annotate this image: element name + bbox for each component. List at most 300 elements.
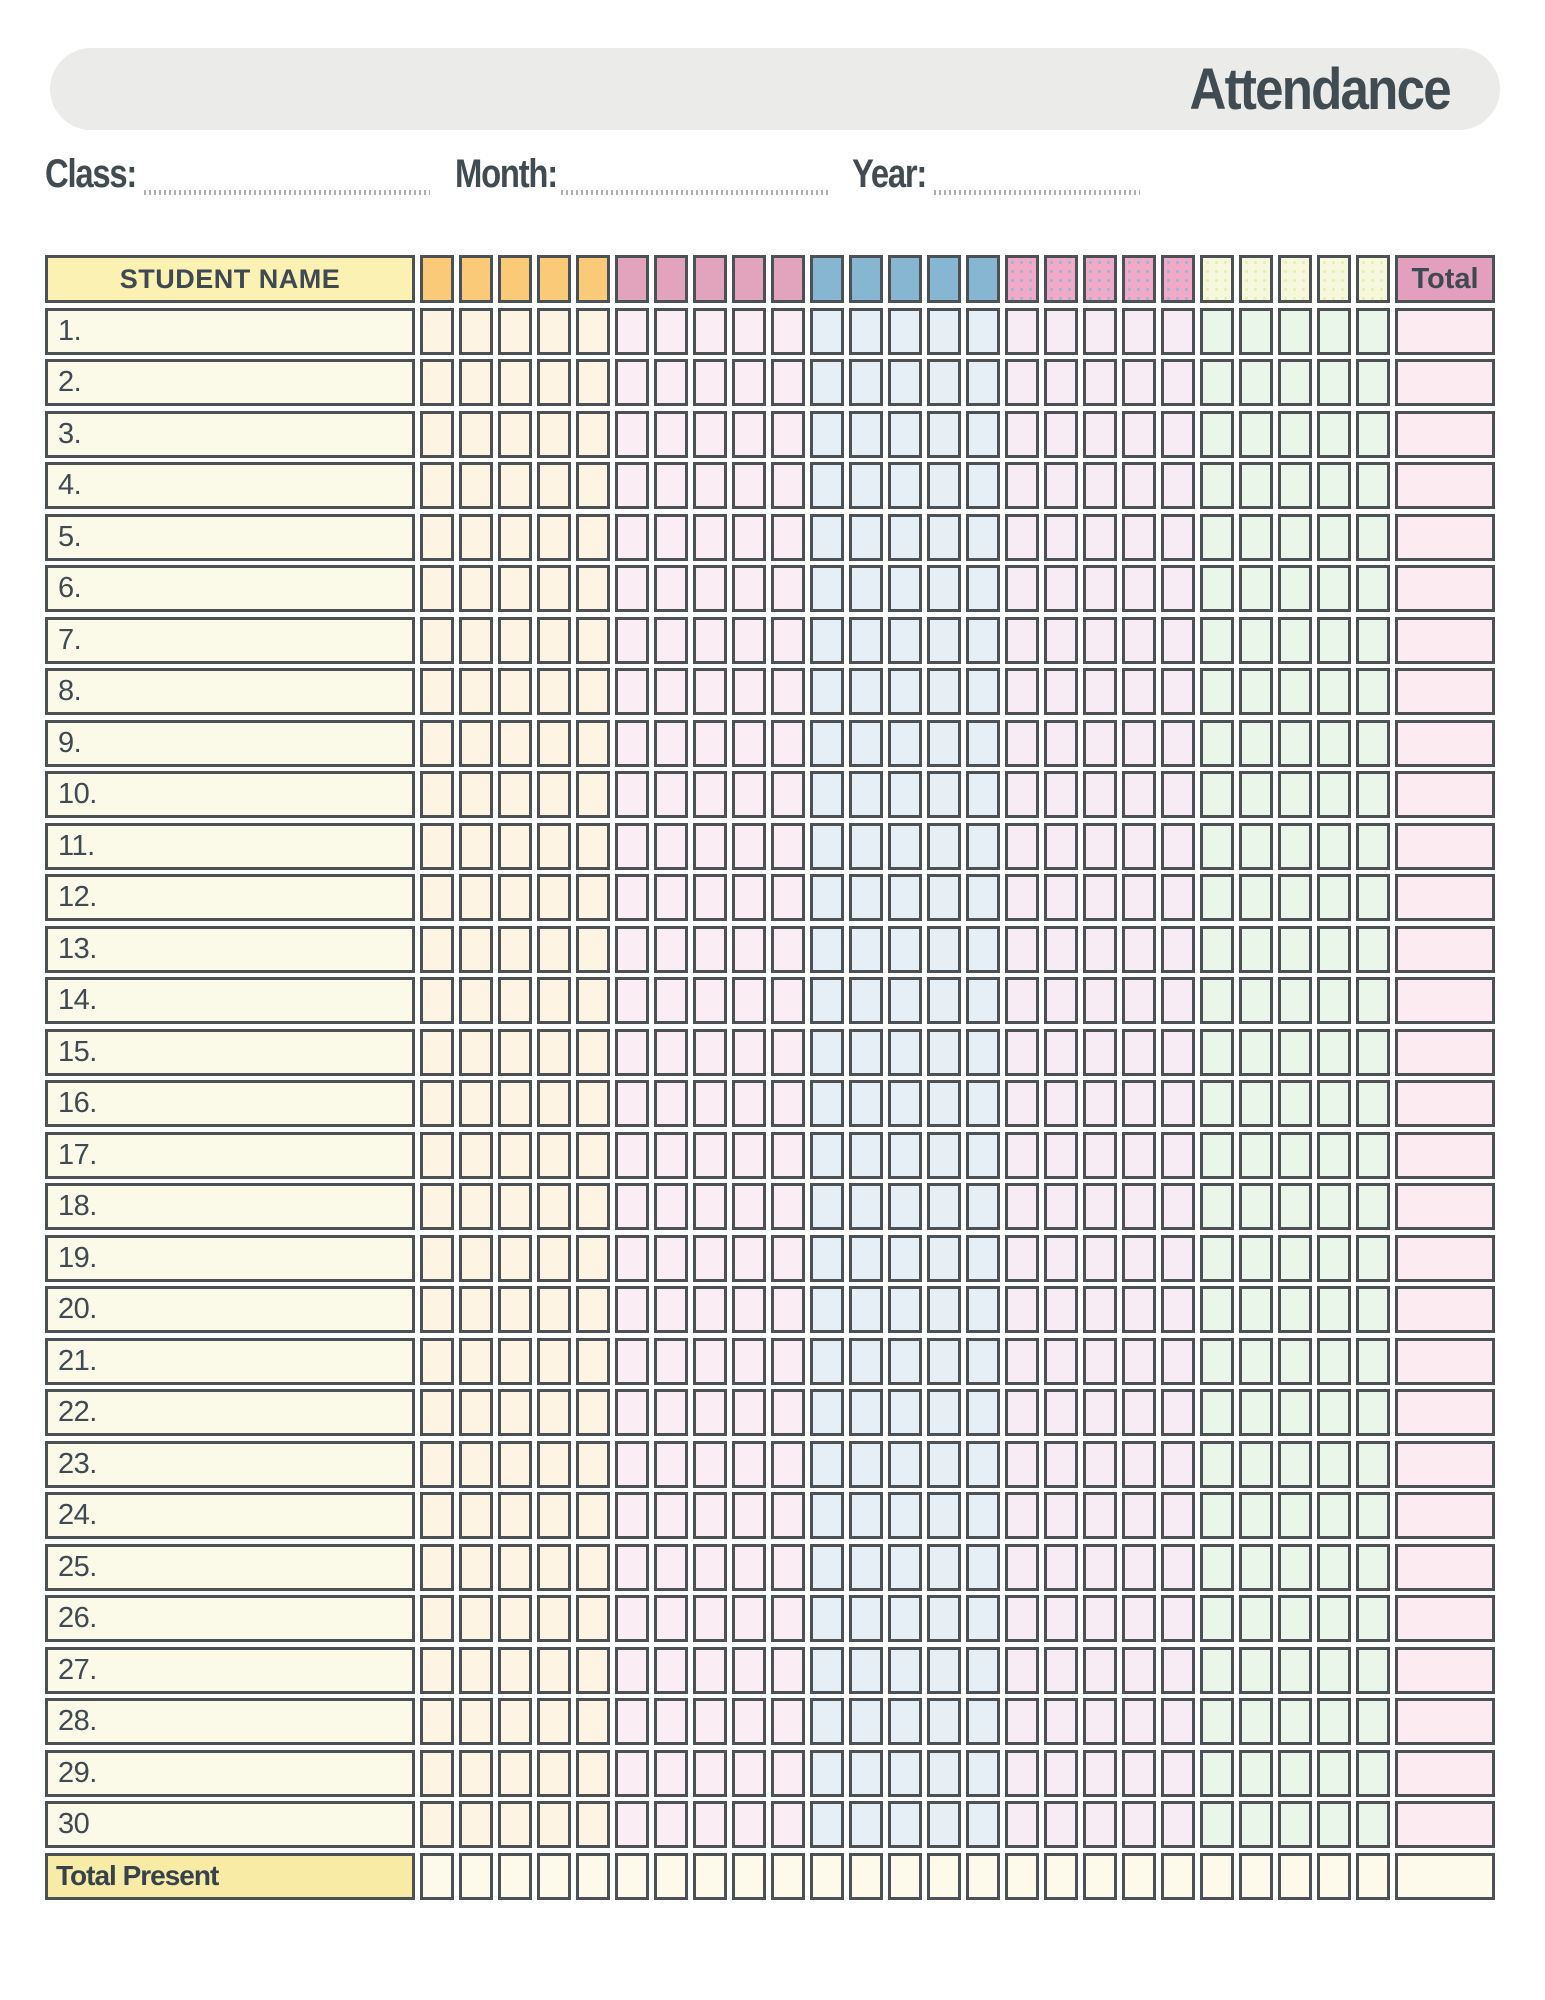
attendance-cell[interactable] bbox=[888, 977, 922, 1024]
attendance-cell[interactable] bbox=[420, 411, 454, 458]
attendance-cell[interactable] bbox=[771, 823, 805, 870]
attendance-cell[interactable] bbox=[693, 1080, 727, 1127]
attendance-cell[interactable] bbox=[576, 308, 610, 355]
total-present-cell[interactable] bbox=[1005, 1853, 1039, 1900]
attendance-cell[interactable] bbox=[1200, 1080, 1234, 1127]
attendance-cell[interactable] bbox=[693, 1750, 727, 1797]
attendance-cell[interactable] bbox=[1083, 720, 1117, 767]
attendance-cell[interactable] bbox=[927, 1338, 961, 1385]
attendance-cell[interactable] bbox=[1083, 1183, 1117, 1230]
attendance-cell[interactable] bbox=[654, 1338, 688, 1385]
student-name-cell[interactable]: 10. bbox=[45, 771, 415, 818]
attendance-cell[interactable] bbox=[771, 1801, 805, 1848]
attendance-cell[interactable] bbox=[888, 1286, 922, 1333]
attendance-cell[interactable] bbox=[1239, 771, 1273, 818]
attendance-cell[interactable] bbox=[1005, 720, 1039, 767]
attendance-cell[interactable] bbox=[420, 1750, 454, 1797]
attendance-cell[interactable] bbox=[771, 308, 805, 355]
attendance-cell[interactable] bbox=[927, 926, 961, 973]
attendance-cell[interactable] bbox=[927, 1441, 961, 1488]
attendance-cell[interactable] bbox=[927, 1235, 961, 1282]
attendance-cell[interactable] bbox=[1044, 514, 1078, 561]
attendance-cell[interactable] bbox=[927, 1389, 961, 1436]
attendance-cell[interactable] bbox=[576, 1029, 610, 1076]
attendance-cell[interactable] bbox=[576, 1492, 610, 1539]
attendance-cell[interactable] bbox=[1356, 1801, 1390, 1848]
attendance-cell[interactable] bbox=[810, 1492, 844, 1539]
attendance-cell[interactable] bbox=[615, 1698, 649, 1745]
attendance-cell[interactable] bbox=[771, 977, 805, 1024]
attendance-cell[interactable] bbox=[1005, 668, 1039, 715]
attendance-cell[interactable] bbox=[1044, 720, 1078, 767]
total-present-cell[interactable] bbox=[1239, 1853, 1273, 1900]
attendance-cell[interactable] bbox=[1083, 514, 1117, 561]
attendance-cell[interactable] bbox=[459, 1698, 493, 1745]
attendance-cell[interactable] bbox=[966, 1183, 1000, 1230]
attendance-cell[interactable] bbox=[498, 720, 532, 767]
attendance-cell[interactable] bbox=[732, 1595, 766, 1642]
attendance-cell[interactable] bbox=[732, 668, 766, 715]
attendance-cell[interactable] bbox=[1278, 874, 1312, 921]
attendance-cell[interactable] bbox=[420, 617, 454, 664]
attendance-cell[interactable] bbox=[1356, 1698, 1390, 1745]
attendance-cell[interactable] bbox=[1083, 1132, 1117, 1179]
attendance-cell[interactable] bbox=[771, 1235, 805, 1282]
attendance-cell[interactable] bbox=[498, 308, 532, 355]
attendance-cell[interactable] bbox=[1239, 565, 1273, 612]
attendance-cell[interactable] bbox=[732, 1338, 766, 1385]
attendance-cell[interactable] bbox=[615, 514, 649, 561]
attendance-cell[interactable] bbox=[1200, 308, 1234, 355]
attendance-cell[interactable] bbox=[1161, 1801, 1195, 1848]
attendance-cell[interactable] bbox=[1278, 1029, 1312, 1076]
attendance-cell[interactable] bbox=[1356, 1080, 1390, 1127]
attendance-cell[interactable] bbox=[1083, 1544, 1117, 1591]
attendance-cell[interactable] bbox=[537, 1286, 571, 1333]
attendance-cell[interactable] bbox=[927, 823, 961, 870]
attendance-cell[interactable] bbox=[1044, 977, 1078, 1024]
attendance-cell[interactable] bbox=[1278, 1235, 1312, 1282]
attendance-cell[interactable] bbox=[615, 1183, 649, 1230]
attendance-cell[interactable] bbox=[537, 617, 571, 664]
attendance-cell[interactable] bbox=[1200, 1647, 1234, 1694]
attendance-cell[interactable] bbox=[420, 1647, 454, 1694]
attendance-cell[interactable] bbox=[1161, 1235, 1195, 1282]
attendance-cell[interactable] bbox=[966, 1698, 1000, 1745]
attendance-cell[interactable] bbox=[771, 617, 805, 664]
attendance-cell[interactable] bbox=[1083, 1595, 1117, 1642]
attendance-cell[interactable] bbox=[537, 1595, 571, 1642]
attendance-cell[interactable] bbox=[849, 823, 883, 870]
attendance-cell[interactable] bbox=[498, 617, 532, 664]
attendance-cell[interactable] bbox=[888, 1647, 922, 1694]
attendance-cell[interactable] bbox=[1122, 411, 1156, 458]
attendance-cell[interactable] bbox=[810, 874, 844, 921]
attendance-cell[interactable] bbox=[810, 514, 844, 561]
attendance-cell[interactable] bbox=[459, 977, 493, 1024]
attendance-cell[interactable] bbox=[1161, 720, 1195, 767]
attendance-cell[interactable] bbox=[849, 1492, 883, 1539]
attendance-cell[interactable] bbox=[1122, 874, 1156, 921]
attendance-cell[interactable] bbox=[1122, 926, 1156, 973]
attendance-cell[interactable] bbox=[1200, 1286, 1234, 1333]
attendance-cell[interactable] bbox=[1083, 1235, 1117, 1282]
attendance-cell[interactable] bbox=[1044, 565, 1078, 612]
attendance-cell[interactable] bbox=[1044, 1235, 1078, 1282]
attendance-cell[interactable] bbox=[693, 1029, 727, 1076]
attendance-cell[interactable] bbox=[693, 1595, 727, 1642]
attendance-cell[interactable] bbox=[1122, 359, 1156, 406]
attendance-cell[interactable] bbox=[1239, 668, 1273, 715]
attendance-cell[interactable] bbox=[1278, 1441, 1312, 1488]
attendance-cell[interactable] bbox=[537, 565, 571, 612]
attendance-cell[interactable] bbox=[498, 1544, 532, 1591]
attendance-cell[interactable] bbox=[420, 874, 454, 921]
attendance-cell[interactable] bbox=[849, 874, 883, 921]
attendance-cell[interactable] bbox=[459, 359, 493, 406]
attendance-cell[interactable] bbox=[927, 411, 961, 458]
attendance-cell[interactable] bbox=[732, 977, 766, 1024]
attendance-cell[interactable] bbox=[810, 565, 844, 612]
attendance-cell[interactable] bbox=[888, 1801, 922, 1848]
attendance-cell[interactable] bbox=[1005, 1183, 1039, 1230]
attendance-cell[interactable] bbox=[1278, 565, 1312, 612]
attendance-cell[interactable] bbox=[1356, 874, 1390, 921]
attendance-cell[interactable] bbox=[966, 1338, 1000, 1385]
attendance-cell[interactable] bbox=[576, 1801, 610, 1848]
attendance-cell[interactable] bbox=[1356, 1183, 1390, 1230]
attendance-cell[interactable] bbox=[654, 1029, 688, 1076]
attendance-cell[interactable] bbox=[1356, 977, 1390, 1024]
attendance-cell[interactable] bbox=[1200, 1183, 1234, 1230]
attendance-cell[interactable] bbox=[537, 771, 571, 818]
attendance-cell[interactable] bbox=[1005, 308, 1039, 355]
attendance-cell[interactable] bbox=[810, 1389, 844, 1436]
attendance-cell[interactable] bbox=[1278, 411, 1312, 458]
attendance-cell[interactable] bbox=[771, 1544, 805, 1591]
attendance-cell[interactable] bbox=[654, 1492, 688, 1539]
attendance-cell[interactable] bbox=[1122, 1389, 1156, 1436]
attendance-cell[interactable] bbox=[693, 1338, 727, 1385]
attendance-cell[interactable] bbox=[1044, 1801, 1078, 1848]
attendance-cell[interactable] bbox=[498, 462, 532, 509]
attendance-cell[interactable] bbox=[498, 1286, 532, 1333]
student-name-cell[interactable]: 29. bbox=[45, 1750, 415, 1797]
attendance-cell[interactable] bbox=[615, 308, 649, 355]
attendance-cell[interactable] bbox=[615, 771, 649, 818]
attendance-cell[interactable] bbox=[1083, 1647, 1117, 1694]
attendance-cell[interactable] bbox=[1317, 1492, 1351, 1539]
attendance-cell[interactable] bbox=[654, 1080, 688, 1127]
attendance-cell[interactable] bbox=[537, 1698, 571, 1745]
attendance-cell[interactable] bbox=[849, 1647, 883, 1694]
attendance-cell[interactable] bbox=[1356, 926, 1390, 973]
attendance-cell[interactable] bbox=[927, 308, 961, 355]
attendance-cell[interactable] bbox=[420, 1029, 454, 1076]
attendance-cell[interactable] bbox=[615, 926, 649, 973]
attendance-cell[interactable] bbox=[537, 874, 571, 921]
attendance-cell[interactable] bbox=[927, 1544, 961, 1591]
attendance-cell[interactable] bbox=[810, 1750, 844, 1797]
student-name-cell[interactable]: 3. bbox=[45, 411, 415, 458]
attendance-cell[interactable] bbox=[693, 1801, 727, 1848]
attendance-cell[interactable] bbox=[1317, 1750, 1351, 1797]
attendance-cell[interactable] bbox=[537, 359, 571, 406]
attendance-cell[interactable] bbox=[1356, 1647, 1390, 1694]
attendance-cell[interactable] bbox=[1200, 771, 1234, 818]
attendance-cell[interactable] bbox=[1200, 823, 1234, 870]
attendance-cell[interactable] bbox=[654, 874, 688, 921]
attendance-cell[interactable] bbox=[1239, 411, 1273, 458]
attendance-cell[interactable] bbox=[1044, 1183, 1078, 1230]
attendance-cell[interactable] bbox=[654, 565, 688, 612]
attendance-cell[interactable] bbox=[1044, 308, 1078, 355]
attendance-cell[interactable] bbox=[693, 1492, 727, 1539]
attendance-cell[interactable] bbox=[537, 1389, 571, 1436]
student-name-cell[interactable]: 12. bbox=[45, 874, 415, 921]
attendance-cell[interactable] bbox=[1044, 668, 1078, 715]
attendance-cell[interactable] bbox=[420, 565, 454, 612]
row-total-cell[interactable] bbox=[1395, 308, 1495, 355]
total-present-cell[interactable] bbox=[810, 1853, 844, 1900]
attendance-cell[interactable] bbox=[1083, 1801, 1117, 1848]
attendance-cell[interactable] bbox=[1005, 977, 1039, 1024]
attendance-cell[interactable] bbox=[1200, 1492, 1234, 1539]
attendance-cell[interactable] bbox=[849, 1029, 883, 1076]
attendance-cell[interactable] bbox=[1122, 977, 1156, 1024]
attendance-cell[interactable] bbox=[771, 926, 805, 973]
attendance-cell[interactable] bbox=[420, 1389, 454, 1436]
attendance-cell[interactable] bbox=[1083, 359, 1117, 406]
attendance-cell[interactable] bbox=[459, 1595, 493, 1642]
attendance-cell[interactable] bbox=[537, 1647, 571, 1694]
attendance-cell[interactable] bbox=[966, 462, 1000, 509]
attendance-cell[interactable] bbox=[576, 514, 610, 561]
attendance-cell[interactable] bbox=[810, 1286, 844, 1333]
attendance-cell[interactable] bbox=[615, 1441, 649, 1488]
attendance-cell[interactable] bbox=[966, 1132, 1000, 1179]
attendance-cell[interactable] bbox=[1200, 617, 1234, 664]
attendance-cell[interactable] bbox=[1239, 1492, 1273, 1539]
attendance-cell[interactable] bbox=[1005, 411, 1039, 458]
attendance-cell[interactable] bbox=[1317, 1080, 1351, 1127]
attendance-cell[interactable] bbox=[1278, 359, 1312, 406]
attendance-cell[interactable] bbox=[1317, 514, 1351, 561]
attendance-cell[interactable] bbox=[459, 1132, 493, 1179]
total-present-cell[interactable] bbox=[966, 1853, 1000, 1900]
attendance-cell[interactable] bbox=[654, 1183, 688, 1230]
attendance-cell[interactable] bbox=[615, 1750, 649, 1797]
attendance-cell[interactable] bbox=[654, 1441, 688, 1488]
attendance-cell[interactable] bbox=[537, 720, 571, 767]
row-total-cell[interactable] bbox=[1395, 462, 1495, 509]
attendance-cell[interactable] bbox=[498, 514, 532, 561]
attendance-cell[interactable] bbox=[1122, 1286, 1156, 1333]
attendance-cell[interactable] bbox=[1122, 720, 1156, 767]
attendance-cell[interactable] bbox=[498, 1441, 532, 1488]
attendance-cell[interactable] bbox=[537, 308, 571, 355]
attendance-cell[interactable] bbox=[459, 668, 493, 715]
attendance-cell[interactable] bbox=[654, 359, 688, 406]
attendance-cell[interactable] bbox=[966, 1080, 1000, 1127]
attendance-cell[interactable] bbox=[1044, 1132, 1078, 1179]
attendance-cell[interactable] bbox=[966, 720, 1000, 767]
attendance-cell[interactable] bbox=[1161, 771, 1195, 818]
attendance-cell[interactable] bbox=[576, 823, 610, 870]
attendance-cell[interactable] bbox=[1161, 1183, 1195, 1230]
attendance-cell[interactable] bbox=[693, 1183, 727, 1230]
attendance-cell[interactable] bbox=[1278, 308, 1312, 355]
row-total-cell[interactable] bbox=[1395, 771, 1495, 818]
attendance-cell[interactable] bbox=[1044, 1492, 1078, 1539]
attendance-cell[interactable] bbox=[1239, 1595, 1273, 1642]
attendance-cell[interactable] bbox=[1200, 1544, 1234, 1591]
attendance-cell[interactable] bbox=[732, 1801, 766, 1848]
attendance-cell[interactable] bbox=[576, 1698, 610, 1745]
row-total-cell[interactable] bbox=[1395, 1338, 1495, 1385]
attendance-cell[interactable] bbox=[927, 1029, 961, 1076]
attendance-cell[interactable] bbox=[1317, 1544, 1351, 1591]
attendance-cell[interactable] bbox=[1044, 823, 1078, 870]
attendance-cell[interactable] bbox=[1278, 668, 1312, 715]
attendance-cell[interactable] bbox=[732, 617, 766, 664]
attendance-cell[interactable] bbox=[615, 411, 649, 458]
attendance-cell[interactable] bbox=[1278, 1080, 1312, 1127]
attendance-cell[interactable] bbox=[1161, 462, 1195, 509]
attendance-cell[interactable] bbox=[810, 1183, 844, 1230]
total-present-cell[interactable] bbox=[1044, 1853, 1078, 1900]
attendance-cell[interactable] bbox=[1239, 1750, 1273, 1797]
attendance-cell[interactable] bbox=[1161, 1492, 1195, 1539]
attendance-cell[interactable] bbox=[1005, 1132, 1039, 1179]
attendance-cell[interactable] bbox=[1317, 1441, 1351, 1488]
attendance-cell[interactable] bbox=[420, 771, 454, 818]
attendance-cell[interactable] bbox=[1161, 668, 1195, 715]
attendance-cell[interactable] bbox=[1200, 1750, 1234, 1797]
attendance-cell[interactable] bbox=[1161, 308, 1195, 355]
attendance-cell[interactable] bbox=[693, 1544, 727, 1591]
attendance-cell[interactable] bbox=[849, 926, 883, 973]
attendance-cell[interactable] bbox=[810, 823, 844, 870]
attendance-cell[interactable] bbox=[693, 1698, 727, 1745]
attendance-cell[interactable] bbox=[537, 1029, 571, 1076]
student-name-cell[interactable]: 26. bbox=[45, 1595, 415, 1642]
attendance-cell[interactable] bbox=[849, 1595, 883, 1642]
attendance-cell[interactable] bbox=[693, 565, 727, 612]
total-present-cell[interactable] bbox=[888, 1853, 922, 1900]
attendance-cell[interactable] bbox=[1317, 926, 1351, 973]
row-total-cell[interactable] bbox=[1395, 1183, 1495, 1230]
attendance-cell[interactable] bbox=[459, 1544, 493, 1591]
attendance-cell[interactable] bbox=[732, 1698, 766, 1745]
attendance-cell[interactable] bbox=[1083, 1389, 1117, 1436]
attendance-cell[interactable] bbox=[1161, 1750, 1195, 1797]
attendance-cell[interactable] bbox=[1005, 1286, 1039, 1333]
total-present-cell[interactable] bbox=[1200, 1853, 1234, 1900]
attendance-cell[interactable] bbox=[927, 1698, 961, 1745]
attendance-cell[interactable] bbox=[459, 926, 493, 973]
attendance-cell[interactable] bbox=[810, 1080, 844, 1127]
attendance-cell[interactable] bbox=[1356, 462, 1390, 509]
attendance-cell[interactable] bbox=[1005, 1029, 1039, 1076]
attendance-cell[interactable] bbox=[537, 1080, 571, 1127]
attendance-cell[interactable] bbox=[1083, 1750, 1117, 1797]
attendance-cell[interactable] bbox=[1122, 308, 1156, 355]
attendance-cell[interactable] bbox=[693, 1441, 727, 1488]
attendance-cell[interactable] bbox=[732, 1183, 766, 1230]
attendance-cell[interactable] bbox=[1122, 1132, 1156, 1179]
attendance-cell[interactable] bbox=[1161, 926, 1195, 973]
attendance-cell[interactable] bbox=[1161, 514, 1195, 561]
attendance-cell[interactable] bbox=[498, 668, 532, 715]
attendance-cell[interactable] bbox=[654, 720, 688, 767]
attendance-cell[interactable] bbox=[1122, 1338, 1156, 1385]
attendance-cell[interactable] bbox=[654, 926, 688, 973]
student-name-cell[interactable]: 5. bbox=[45, 514, 415, 561]
attendance-cell[interactable] bbox=[888, 514, 922, 561]
attendance-cell[interactable] bbox=[693, 1286, 727, 1333]
attendance-cell[interactable] bbox=[849, 1544, 883, 1591]
attendance-cell[interactable] bbox=[771, 668, 805, 715]
attendance-cell[interactable] bbox=[1161, 874, 1195, 921]
attendance-cell[interactable] bbox=[1278, 823, 1312, 870]
attendance-cell[interactable] bbox=[1356, 668, 1390, 715]
attendance-cell[interactable] bbox=[927, 874, 961, 921]
attendance-cell[interactable] bbox=[1317, 720, 1351, 767]
attendance-cell[interactable] bbox=[615, 617, 649, 664]
attendance-cell[interactable] bbox=[810, 1132, 844, 1179]
attendance-cell[interactable] bbox=[888, 926, 922, 973]
attendance-cell[interactable] bbox=[498, 359, 532, 406]
attendance-cell[interactable] bbox=[654, 823, 688, 870]
attendance-cell[interactable] bbox=[1044, 1750, 1078, 1797]
attendance-cell[interactable] bbox=[576, 668, 610, 715]
attendance-cell[interactable] bbox=[1317, 462, 1351, 509]
attendance-cell[interactable] bbox=[498, 1080, 532, 1127]
attendance-cell[interactable] bbox=[771, 1029, 805, 1076]
attendance-cell[interactable] bbox=[849, 1698, 883, 1745]
attendance-cell[interactable] bbox=[1122, 1080, 1156, 1127]
attendance-cell[interactable] bbox=[1317, 1183, 1351, 1230]
attendance-cell[interactable] bbox=[1278, 1132, 1312, 1179]
student-name-cell[interactable]: 22. bbox=[45, 1389, 415, 1436]
attendance-cell[interactable] bbox=[732, 823, 766, 870]
attendance-cell[interactable] bbox=[1083, 1338, 1117, 1385]
student-name-cell[interactable]: 27. bbox=[45, 1647, 415, 1694]
total-present-cell[interactable] bbox=[732, 1853, 766, 1900]
attendance-cell[interactable] bbox=[1356, 1132, 1390, 1179]
attendance-cell[interactable] bbox=[966, 514, 1000, 561]
attendance-cell[interactable] bbox=[1044, 1338, 1078, 1385]
attendance-cell[interactable] bbox=[810, 1595, 844, 1642]
attendance-cell[interactable] bbox=[1044, 1389, 1078, 1436]
attendance-cell[interactable] bbox=[1278, 771, 1312, 818]
attendance-cell[interactable] bbox=[732, 771, 766, 818]
attendance-cell[interactable] bbox=[771, 514, 805, 561]
attendance-cell[interactable] bbox=[810, 926, 844, 973]
attendance-cell[interactable] bbox=[459, 514, 493, 561]
attendance-cell[interactable] bbox=[966, 411, 1000, 458]
attendance-cell[interactable] bbox=[1122, 1029, 1156, 1076]
student-name-cell[interactable]: 18. bbox=[45, 1183, 415, 1230]
attendance-cell[interactable] bbox=[615, 359, 649, 406]
row-total-cell[interactable] bbox=[1395, 823, 1495, 870]
attendance-cell[interactable] bbox=[1239, 977, 1273, 1024]
attendance-cell[interactable] bbox=[888, 462, 922, 509]
attendance-cell[interactable] bbox=[576, 1647, 610, 1694]
attendance-cell[interactable] bbox=[966, 308, 1000, 355]
attendance-cell[interactable] bbox=[420, 462, 454, 509]
